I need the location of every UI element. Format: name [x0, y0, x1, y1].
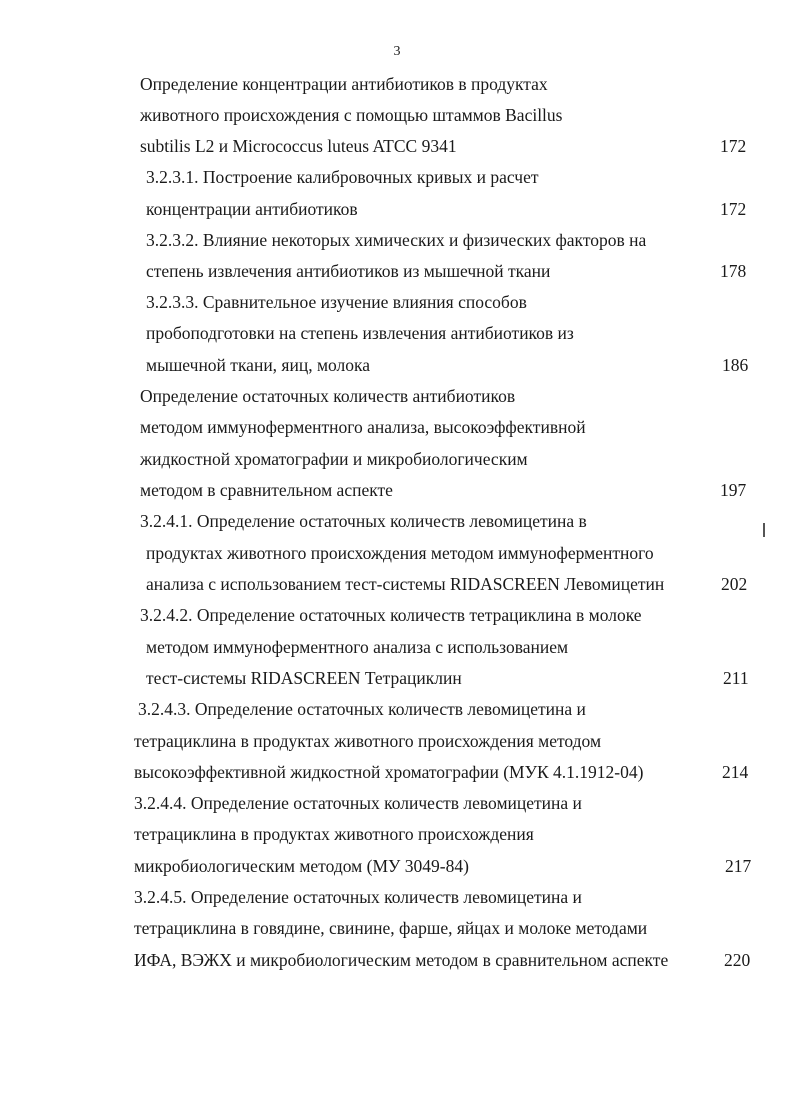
- toc-page-number: 172: [720, 136, 747, 156]
- toc-line: анализа с использованием тест-системы RIDASCREEN Левомицетин: [146, 574, 665, 594]
- toc-line: микробиологическим методом (МУ 3049-84): [134, 856, 469, 876]
- toc-line: 3.2.4.5. Определение остаточных количеств левомицетина и: [134, 887, 582, 907]
- toc-line: методом иммуноферментного анализа с использованием: [146, 637, 569, 657]
- toc-line: 3.2.3.1. Построение калибровочных кривых и расчет: [146, 167, 539, 187]
- toc-line: 3.2.4.4. Определение остаточных количеств левомицетина и: [134, 793, 582, 813]
- toc-line: 3.2.3.2. Влияние некоторых химических и физических факторов на: [146, 230, 647, 250]
- toc-line: ИФА, ВЭЖХ и микробиологическим методом в сравнительном аспекте: [134, 950, 669, 970]
- toc-line: 3.2.4.2. Определение остаточных количеств тетрациклина в молоке: [140, 605, 642, 625]
- toc-line: жидкостной хроматографии и микробиологическим: [140, 449, 528, 469]
- toc-page-number: 202: [721, 574, 748, 594]
- toc-line: методом иммуноферментного анализа, высокоэффективной: [140, 417, 586, 437]
- toc-line: концентрации антибиотиков: [146, 199, 358, 219]
- toc-line: тетрациклина в продуктах животного происхождения методом: [134, 731, 602, 751]
- toc-line: степень извлечения антибиотиков из мышечной ткани: [146, 261, 551, 281]
- toc-page-number: 214: [722, 762, 749, 782]
- toc-page-number: 220: [724, 950, 751, 970]
- toc-line: тетрациклина в продуктах животного происхождения: [134, 824, 534, 844]
- toc-line: животного происхождения с помощью штаммов Bacillus: [140, 105, 563, 125]
- toc-page-number: 211: [723, 668, 749, 688]
- toc-line: пробоподготовки на степень извлечения антибиотиков из: [146, 323, 574, 343]
- toc-line: тетрациклина в говядине, свинине, фарше, яйцах и молоке методами: [134, 918, 648, 938]
- toc-line: методом в сравнительном аспекте: [140, 480, 393, 500]
- toc-line: продуктах животного происхождения методом иммуноферментного: [146, 543, 654, 563]
- toc-line: Определение остаточных количеств антибиотиков: [140, 386, 516, 406]
- toc-page-number: 197: [720, 480, 747, 500]
- toc-line: мышечной ткани, яиц, молока: [146, 355, 371, 375]
- toc-line: 3.2.3.3. Сравнительное изучение влияния способов: [146, 292, 527, 312]
- toc-line: высокоэффективной жидкостной хроматографии (МУК 4.1.1912-04): [134, 762, 644, 782]
- toc-line: Определение концентрации антибиотиков в продуктах: [140, 74, 548, 94]
- toc-line: тест-системы RIDASCREEN Тетрациклин: [146, 668, 462, 688]
- toc-line: 3.2.4.1. Определение остаточных количеств левомицетина в: [140, 511, 587, 531]
- toc-page-number: 186: [722, 355, 749, 375]
- toc-line: 3.2.4.3. Определение остаточных количеств левомицетина и: [138, 699, 586, 719]
- toc-line: subtilis L2 и Micrococcus luteus ATCC 9341: [140, 136, 457, 156]
- toc-page-number: 172: [720, 199, 747, 219]
- page-number: 3: [393, 44, 401, 59]
- toc-page-number: 217: [725, 856, 752, 876]
- toc-page-number: 178: [720, 261, 747, 281]
- scan-mark: [763, 523, 765, 537]
